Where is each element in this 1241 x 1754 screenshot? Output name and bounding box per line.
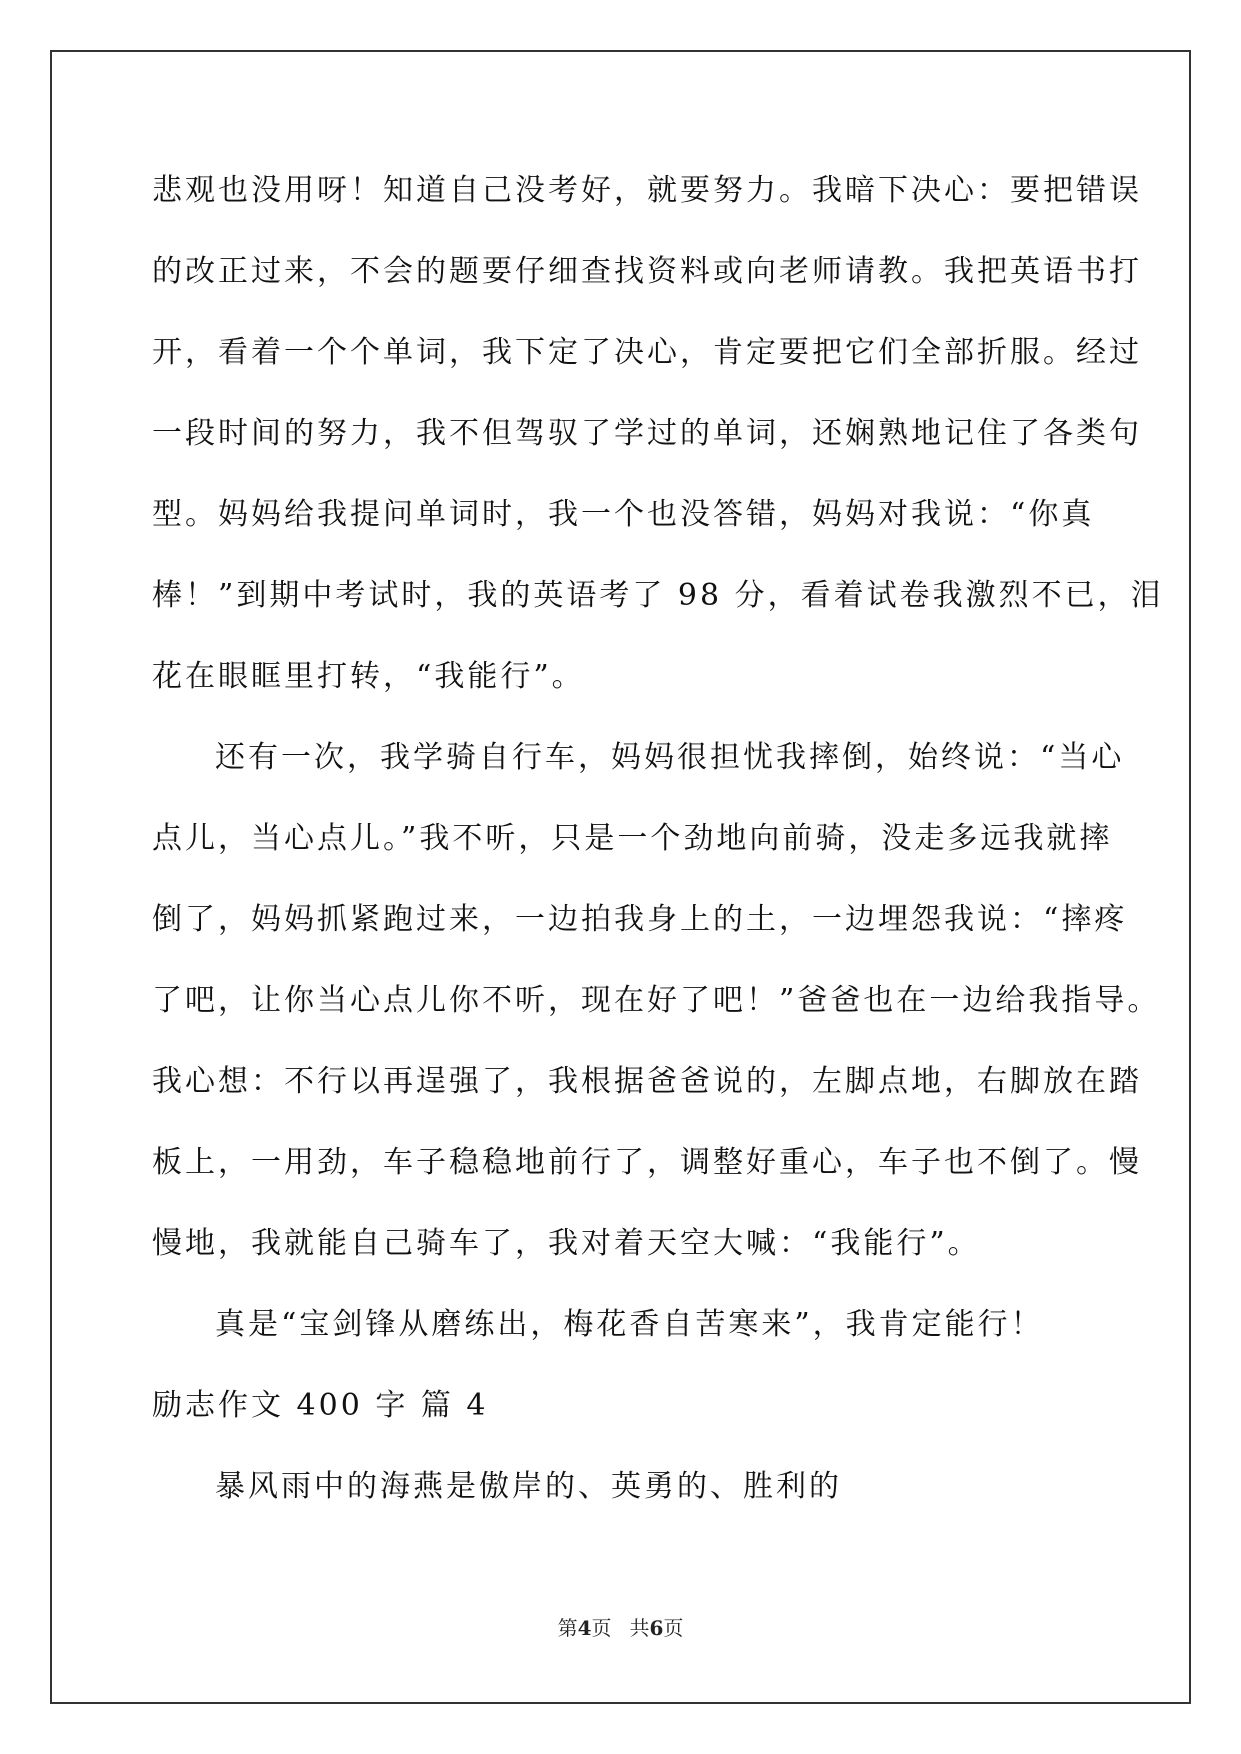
text-line: 花在眼眶里打转，“我能行”。: [152, 659, 585, 694]
text-line: 的改正过来，不会的题要仔细查找资料或向老师请教。我把英语书打: [152, 254, 1142, 289]
text-line: 板上，一用劲，车子稳稳地前行了，调整好重心，车子也不倒了。慢: [152, 1145, 1142, 1180]
text-line: 倒了，妈妈抓紧跑过来，一边拍我身上的土，一边埋怨我说：“摔疼: [152, 902, 1128, 937]
text-line: 暴风雨中的海燕是傲岸的、英勇的、胜利的: [215, 1469, 842, 1504]
text-line: 棒！”到期中考试时，我的英语考了 98 分，看着试卷我激烈不已，泪: [152, 578, 1164, 613]
footer-prefix: 第: [557, 1616, 578, 1640]
footer-page-unit: 页: [591, 1616, 612, 1640]
page-footer: [0, 1612, 1241, 1641]
text-line: 悲观也没用呀！知道自己没考好，就要努力。我暗下决心：要把错误: [152, 173, 1142, 208]
total-page-number: 6: [649, 1616, 664, 1640]
footer-total-unit: 页: [663, 1616, 684, 1640]
text-line: 了吧，让你当心点儿你不听，现在好了吧！”爸爸也在一边给我指导。: [152, 983, 1161, 1018]
current-page-number: 4: [577, 1616, 592, 1640]
section-heading: 励志作文 400 字 篇 4: [152, 1388, 489, 1423]
text-line: 一段时间的努力，我不但驾驭了学过的单词，还娴熟地记住了各类句: [152, 416, 1142, 451]
text-line: 真是“宝剑锋从磨练出，梅花香自苦寒来”，我肯定能行！: [215, 1307, 1044, 1342]
text-line: 慢地，我就能自己骑车了，我对着天空大喊：“我能行”。: [152, 1226, 981, 1261]
text-line: 还有一次，我学骑自行车，妈妈很担忧我摔倒，始终说：“当心: [215, 740, 1125, 775]
text-line: 点儿，当心点儿。”我不听，只是一个劲地向前骑，没走多远我就摔: [152, 821, 1113, 856]
text-line: 型。妈妈给我提问单词时，我一个也没答错，妈妈对我说：“你真: [152, 497, 1095, 532]
document-body: [152, 162, 1164, 1539]
text-line: 开，看着一个个单词，我下定了决心，肯定要把它们全部折服。经过: [152, 335, 1142, 370]
footer-total-prefix: 共: [629, 1616, 650, 1640]
text-line: 我心想：不行以再逞强了，我根据爸爸说的，左脚点地，右脚放在踏: [152, 1064, 1142, 1099]
